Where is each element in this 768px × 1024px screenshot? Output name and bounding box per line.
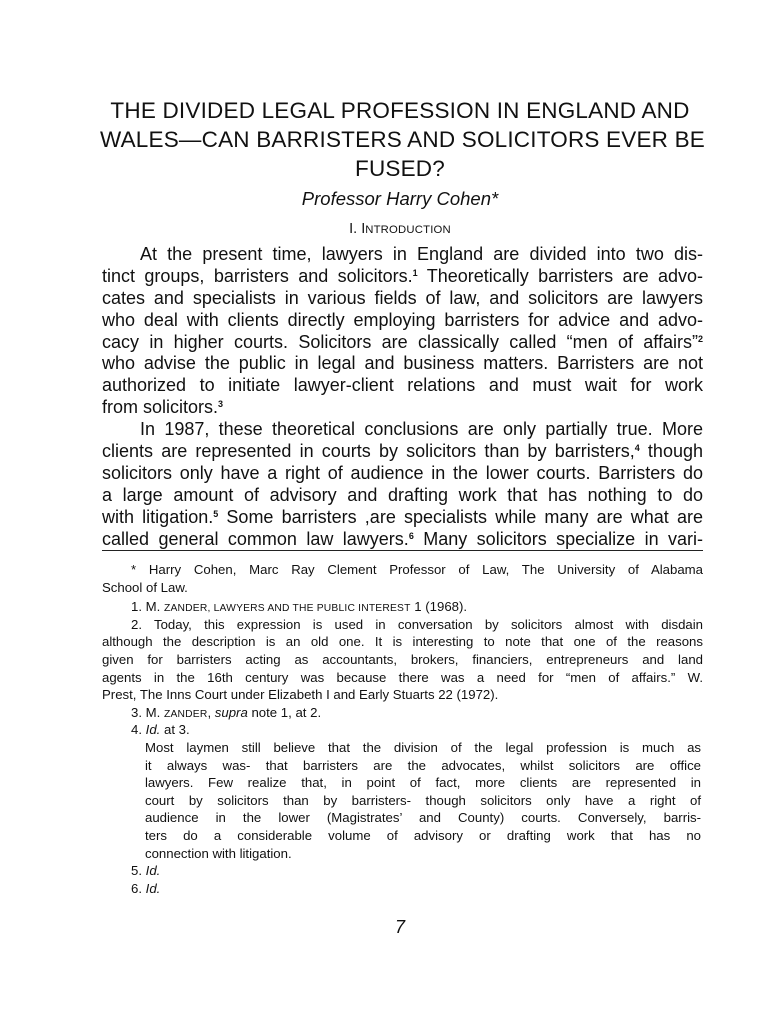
footnote-text: note 1, at 2. [247, 704, 322, 720]
block-quote-line [102, 792, 703, 810]
footnote-ref: 5 [213, 508, 219, 519]
block-quote-line [102, 809, 703, 827]
author-name: Professor Harry Cohen* [301, 188, 499, 209]
body-text-span: solicitors only have a right of audience in the lower courts. Barristers do [102, 462, 703, 483]
body-text-span: clients are represented in courts by solicitors than by barristers, [102, 441, 635, 462]
body-line [102, 463, 703, 485]
footnote-line [102, 616, 703, 634]
body-text-span: Theoretically barristers are advo- [417, 265, 703, 286]
footnote-text: given for barristers acting as accountants, brokers, financiers, entrepreneurs and land [102, 651, 703, 667]
footnote-ref: 6 [408, 530, 414, 541]
title-line-2: WALES—CAN BARRISTERS AND SOLICITORS EVER BE [100, 127, 705, 152]
footnote-text: , [207, 704, 215, 720]
quote-text: court by solicitors than by barristers- though solicitors only have a right of [145, 792, 701, 808]
footnote-text: 2. Today, this expression is used in conversation by solicitors almost with disdain [131, 616, 703, 632]
body-line [102, 441, 703, 463]
body-text-span: called general common law lawyers. [102, 528, 409, 549]
footnote-italic: supra [214, 704, 248, 720]
body-line [102, 244, 703, 266]
footnote-line [102, 862, 703, 880]
footnote-text: 6. [131, 880, 146, 896]
body-text-span: who advise the public in legal and business matters. Barristers are not [102, 353, 703, 374]
block-quote-line [102, 739, 703, 757]
footnote-line [102, 686, 703, 704]
footnote-italic: Id. [145, 880, 161, 896]
section-heading-rest: NTRODUCTION [365, 224, 451, 236]
footnote-text: 1. M. [131, 599, 164, 615]
block-quote-line [102, 827, 703, 845]
footnote-ref: 2 [697, 333, 703, 344]
footnote-text: 3. M. [131, 704, 164, 720]
body-line [102, 332, 703, 354]
body-text-span: authorized to initiate lawyer-client relations and must wait for work [102, 375, 703, 396]
footnote-line [102, 579, 703, 597]
footnote-line [102, 651, 703, 669]
body-line [102, 266, 703, 288]
footnote-citation: ZANDER, LAWYERS AND THE PUBLIC INTEREST [163, 603, 411, 615]
title-line-1: THE DIVIDED LEGAL PROFESSION IN ENGLAND AND [110, 98, 690, 123]
article-title [100, 96, 705, 183]
block-quote-line [102, 774, 703, 792]
footnotes [102, 561, 703, 897]
footnote-line [102, 561, 703, 579]
body-text-span: tinct groups, barristers and solicitors. [102, 265, 413, 286]
body-line [102, 485, 703, 507]
body-text-span: with litigation. [102, 506, 214, 527]
body-line [102, 288, 703, 310]
body-line [102, 529, 703, 551]
section-heading [100, 221, 700, 237]
footnote-text: 4. [131, 722, 146, 738]
body-text-span: cates and specialists in various fields of law, and solicitors are lawyers [102, 287, 703, 308]
body-text-span: though [639, 441, 703, 462]
quote-text: audience in the lower (Magistrates’ and County) courts. Conversely, barris- [145, 810, 701, 826]
footnote-text: Prest, The Inns Court under Elizabeth I and Early Stuarts 22 (1972). [102, 687, 499, 703]
footnote-divider [102, 550, 703, 551]
body-text-span: Many solicitors specialize in vari- [413, 528, 703, 549]
footnote-text: at 3. [160, 722, 190, 738]
footnote-line [102, 598, 703, 616]
footnote-text: School of Law. [102, 579, 188, 595]
block-quote-line [102, 845, 703, 863]
body-text-span: Some barristers ,are specialists while many are what are [218, 506, 703, 527]
section-heading-initial: I [361, 221, 366, 237]
footnote-line [102, 633, 703, 651]
body-text-span: At the present time, lawyers in England are divided into two dis- [140, 244, 703, 264]
title-line-3: FUSED? [355, 156, 445, 181]
quote-text: it always was- that barristers are the advocates, whilst solicitors are office [145, 757, 701, 773]
footnote-ref: 4 [634, 443, 640, 454]
body-line [102, 375, 703, 397]
footnote-line [102, 669, 703, 687]
body-text-span: In 1987, these theoretical conclusions are only partially true. More [140, 419, 703, 440]
body-line [102, 419, 703, 441]
body-line [102, 310, 703, 332]
footnote-line [102, 880, 703, 898]
footnote-line [102, 704, 703, 722]
quote-text: ters do a considerable volume of advisory or drafting work that has no [145, 827, 701, 843]
block-quote-line [102, 757, 703, 775]
footnote-italic: Id. [145, 722, 161, 738]
footnote-ref: 1 [412, 267, 418, 278]
footnote-italic: Id. [145, 863, 161, 879]
body-line [102, 397, 703, 419]
footnote-text: 1 (1968). [410, 599, 468, 615]
body-text-span: cacy in higher courts. Solicitors are classically called “men of affairs” [102, 331, 698, 352]
body-line [102, 353, 703, 375]
body-text-span: who deal with clients directly employing barristers for advice and advo- [102, 309, 703, 330]
footnote-line [102, 721, 703, 739]
quote-text: Most laymen still believe that the division of the legal profession is much as [145, 739, 701, 755]
section-numeral: I. [349, 221, 358, 237]
quote-text: connection with litigation. [145, 845, 292, 861]
footnote-text: 5. [131, 863, 146, 879]
footnote-text: agents in the 16th century was because there was a need for “men of affairs.” W. [102, 669, 703, 685]
body-text-span: from solicitors. [102, 397, 219, 418]
footnote-ref: 3 [218, 399, 224, 410]
body-line [102, 507, 703, 529]
footnote-text: * Harry Cohen, Marc Ray Clement Professor of Law, The University of Alabama [131, 562, 703, 577]
body-text-span: a large amount of advisory and drafting work that has nothing to do [102, 484, 703, 505]
footnote-citation: ZANDER [163, 708, 208, 720]
footnote-text: although the description is an old one. It is interesting to note that one of the reasons [102, 634, 703, 650]
page-number: 7 [394, 917, 405, 937]
quote-text: lawyers. Few realize that, in point of fact, more clients are represented in [145, 775, 701, 791]
body-text [102, 244, 703, 550]
